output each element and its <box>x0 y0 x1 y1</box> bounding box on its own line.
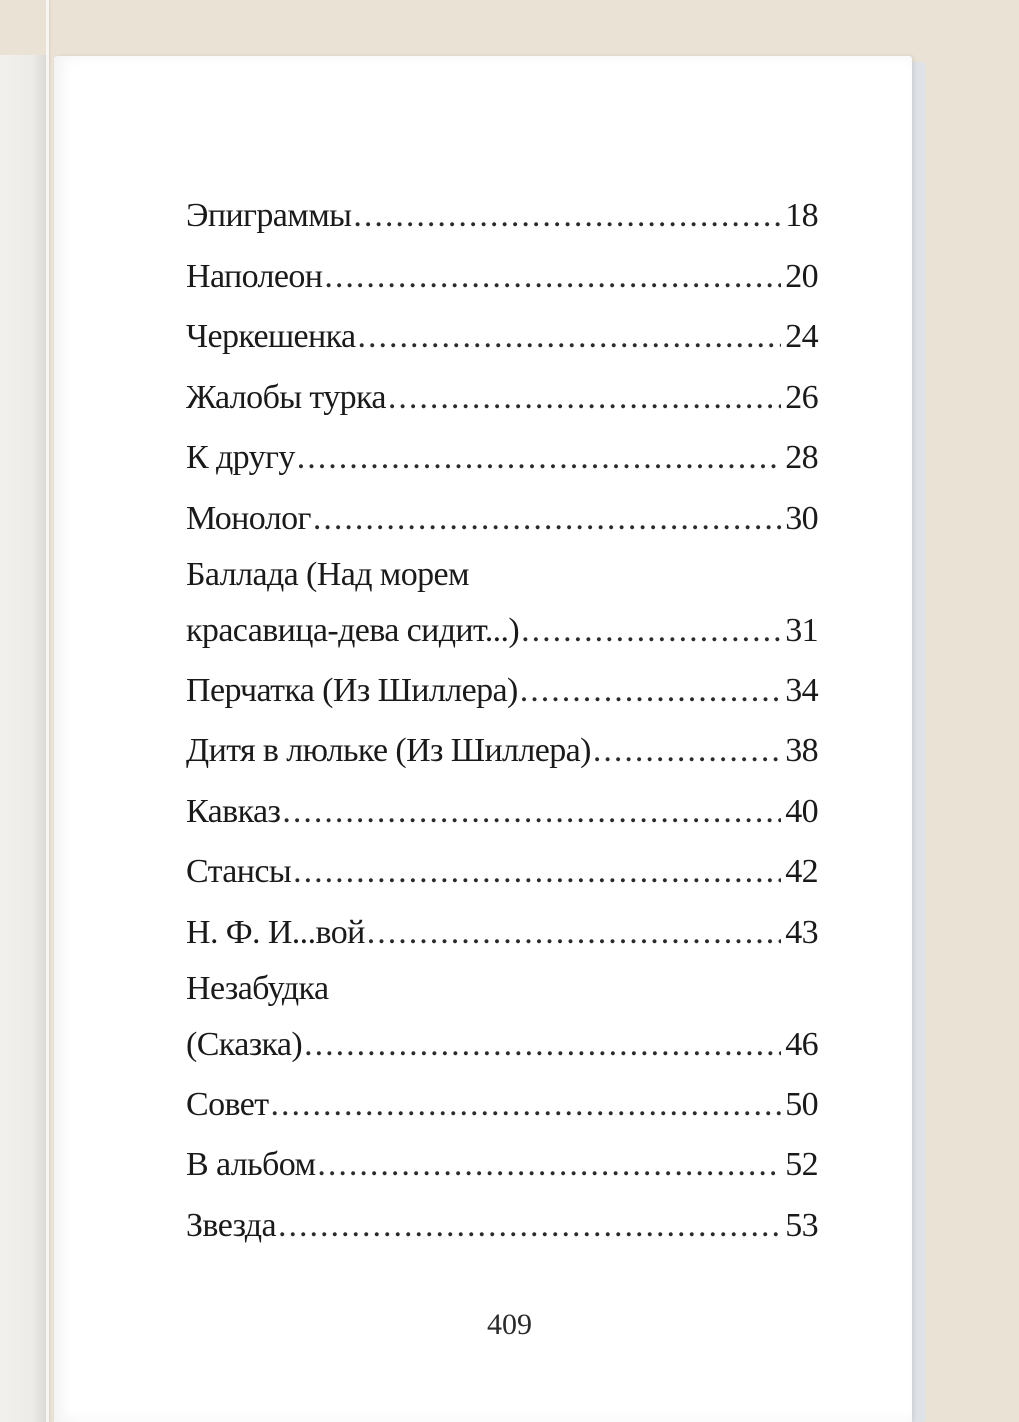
toc-entry-title: Кавказ <box>186 792 281 830</box>
toc-leader-dots <box>304 1014 781 1075</box>
toc-entry-title: Черкешенка <box>186 318 356 356</box>
toc-entry-page: 53 <box>785 1206 818 1244</box>
toc-entry-page: 31 <box>785 611 818 649</box>
toc-leader-dots <box>297 428 781 489</box>
toc-entry <box>186 550 818 661</box>
toc-leader-dots <box>520 661 781 722</box>
toc-leader-dots <box>353 186 781 247</box>
toc-entry-page: 34 <box>785 671 818 709</box>
toc-entry-page: 46 <box>785 1025 818 1063</box>
toc-entry-page: 20 <box>785 257 818 295</box>
toc-entry <box>186 368 818 429</box>
toc-entry-title: К другу <box>186 439 295 477</box>
toc-entry-page: 42 <box>785 853 818 891</box>
toc-entry-title: Монолог <box>186 499 311 537</box>
toc-entry-title: Звезда <box>186 1206 276 1244</box>
toc-entry-page: 30 <box>785 499 818 537</box>
toc-entry-title: Жалобы турка <box>186 378 386 416</box>
toc-leader-dots <box>358 307 782 368</box>
page-number: 409 <box>487 1308 532 1341</box>
toc-entry-page: 43 <box>785 913 818 951</box>
toc-entry <box>186 782 818 843</box>
toc-leader-dots <box>270 1075 781 1136</box>
toc-entry-page: 52 <box>785 1146 818 1184</box>
book-spine <box>46 0 49 1422</box>
toc-entry-title-line2: (Сказка) <box>186 1025 303 1063</box>
toc-entry <box>186 307 818 368</box>
toc-leader-dots <box>521 600 781 661</box>
toc-entry-title: Дитя в люльке (Из Шиллера) <box>186 732 591 770</box>
toc-entry-page: 18 <box>785 197 818 234</box>
book-page <box>54 56 912 1422</box>
toc-leader-dots <box>293 842 781 903</box>
toc-entry <box>186 247 818 308</box>
toc-entry-title-line2: красавица-дева сидит...) <box>186 611 520 649</box>
toc-entry-title: Наполеон <box>186 257 323 295</box>
toc-entry <box>186 842 818 903</box>
toc-entry-page: 24 <box>785 318 818 356</box>
toc-entry <box>186 661 818 722</box>
toc-entry-title: Стансы <box>186 853 292 891</box>
toc-entry <box>186 186 818 247</box>
toc-entry <box>186 489 818 550</box>
toc-entry-page: 26 <box>785 378 818 416</box>
toc-leader-dots <box>388 368 781 429</box>
table-of-contents <box>186 186 818 1256</box>
toc-leader-dots <box>317 1135 781 1196</box>
toc-entry-title: Эпиграммы <box>186 197 352 234</box>
toc-leader-dots <box>313 489 781 550</box>
toc-entry-title-line1: Незабудка <box>186 969 329 1007</box>
toc-entry <box>186 903 818 964</box>
toc-leader-dots <box>278 1196 781 1257</box>
toc-entry-title-line1: Баллада (Над морем <box>186 555 469 593</box>
toc-entry <box>186 1135 818 1196</box>
toc-entry-title: Совет <box>186 1085 269 1123</box>
toc-entry-title: Перчатка (Из Шиллера) <box>186 671 518 709</box>
toc-entry-page: 38 <box>785 732 818 770</box>
toc-leader-dots <box>367 903 782 964</box>
toc-entry <box>186 721 818 782</box>
toc-leader-dots <box>324 247 781 308</box>
toc-entry-title: В альбом <box>186 1146 316 1184</box>
toc-entry-page: 40 <box>785 792 818 830</box>
toc-entry-title: Н. Ф. И...вой <box>186 913 365 951</box>
toc-entry <box>186 964 818 1075</box>
toc-entry <box>186 1075 818 1136</box>
toc-entry-page: 28 <box>785 439 818 477</box>
toc-entry <box>186 1196 818 1257</box>
toc-leader-dots <box>593 721 781 782</box>
toc-leader-dots <box>282 782 781 843</box>
toc-entry <box>186 428 818 489</box>
left-page-edge <box>0 55 47 1422</box>
toc-entry-page: 50 <box>785 1085 818 1123</box>
